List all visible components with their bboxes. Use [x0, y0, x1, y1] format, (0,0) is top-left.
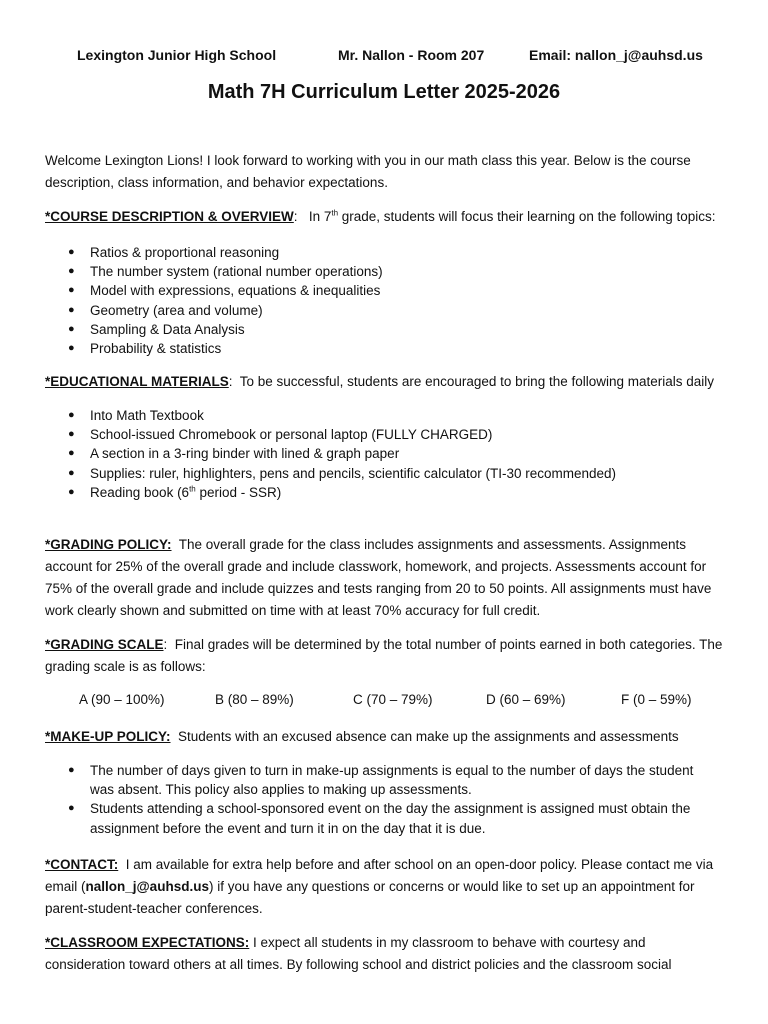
course-text-sup: th: [331, 208, 339, 218]
course-text-pre: In 7: [308, 209, 332, 224]
grade-f: F (0 – 59%): [621, 692, 692, 707]
grade-b: B (80 – 89%): [215, 692, 294, 707]
reading-post: period - SSR): [195, 484, 282, 500]
header-email: Email: nallon_j@auhsd.us: [529, 47, 703, 63]
contact-text-pre: I am available for extra help before and after school on an open-door policy. Please contact me via email (: [45, 857, 714, 894]
course-heading: *COURSE DESCRIPTION & OVERVIEW: [45, 209, 294, 224]
contact-email-link[interactable]: nallon_j@auhsd.us: [85, 879, 209, 894]
expectations-section: [45, 932, 725, 976]
list-item: ● Geometry (area and volume): [68, 301, 718, 320]
contact-section: [45, 854, 725, 920]
expectations-heading: *CLASSROOM EXPECTATIONS:: [45, 935, 250, 950]
makeup-list: [68, 761, 718, 838]
list-item: ● Probability & statistics: [68, 339, 718, 358]
list-item: ● Ratios & proportional reasoning: [68, 243, 718, 262]
grading-scale-section: *GRADING SCALE: Final grades will be determined by the total number of points earned in both categories. The grading scale is as follows:: [45, 637, 723, 674]
grading-policy-heading: *GRADING POLICY:: [45, 537, 172, 552]
list-item: ● The number system (rational number operations): [68, 262, 718, 281]
list-item: [68, 483, 718, 502]
expectations-text: I expect all students in my classroom to behave with courtesy and consideration toward others at all times. By following school and district policies and the classroom social: [45, 935, 672, 972]
page-title: Math 7H Curriculum Letter 2025-2026: [207, 81, 561, 103]
course-topics-list: [68, 243, 718, 358]
course-description: *COURSE DESCRIPTION & OVERVIEW: In 7th grade, students will focus their learning on the following topics:: [45, 208, 716, 224]
list-item: ● Into Math Textbook: [68, 406, 718, 425]
list-item: ● A section in a 3-ring binder with lined & graph paper: [68, 444, 718, 463]
makeup-heading: *MAKE-UP POLICY:: [45, 729, 171, 744]
contact-text-post: ) if you have any questions or concerns or would like to set up an appointment for parent-student-teacher conferences.: [45, 879, 695, 916]
materials-heading: *EDUCATIONAL MATERIALS: [45, 374, 229, 389]
list-item: ● Model with expressions, equations & inequalities: [68, 281, 718, 300]
list-item: ● Supplies: ruler, highlighters, pens and pencils, scientific calculator (TI-30 recommended): [68, 464, 718, 483]
reading-pre: Reading book (6: [90, 484, 190, 500]
intro-paragraph: Welcome Lexington Lions! I look forward to working with you in our math class this year. Below is the course description, class information, and behavior expectations.: [45, 153, 691, 190]
list-item: ● Sampling & Data Analysis: [68, 320, 718, 339]
course-text-post: grade, students will focus their learning on the following topics:: [338, 209, 716, 224]
grade-a: A (90 – 100%): [79, 692, 165, 707]
grading-policy-section: [45, 534, 725, 622]
reading-sup: th: [189, 484, 196, 494]
materials-text: To be successful, students are encouraged to bring the following materials daily: [239, 374, 715, 389]
list-item: ● The number of days given to turn in make-up assignments is equal to the number of days the student was absent. This policy also applies to making up assessments.: [68, 761, 718, 799]
grading-scale-heading: *GRADING SCALE: [45, 637, 164, 652]
materials-section: *EDUCATIONAL MATERIALS: To be successful, students are encouraged to bring the following materials daily: [45, 374, 715, 389]
makeup-text: Students with an excused absence can make up the assignments and assessments: [178, 729, 679, 744]
makeup-section: [45, 726, 725, 748]
header-school: Lexington Junior High School: [77, 47, 277, 63]
materials-list: [68, 406, 718, 502]
grading-policy-text: The overall grade for the class includes assignments and assessments. Assignments account for 25% of the overall grade and include classwork, homework, and projects. Assessments account for 75% of the overall grade and include quizzes and tests ranging from 20 to 50 points. All assignments must have work clearly shown and submitted on time with at least 70% accuracy for full credit.: [45, 537, 712, 618]
list-item: ● Students attending a school-sponsored event on the day the assignment is assigned must obtain the assignment before the event and turn it in on the day that it is due.: [68, 799, 718, 837]
grade-c: C (70 – 79%): [353, 692, 433, 707]
grade-d: D (60 – 69%): [486, 692, 566, 707]
header-teacher: Mr. Nallon - Room 207: [338, 47, 485, 63]
grading-scale-text: Final grades will be determined by the total number of points earned in both categories. The grading scale is as follows:: [45, 637, 723, 674]
contact-heading: *CONTACT:: [45, 857, 119, 872]
list-item: ● School-issued Chromebook or personal laptop (FULLY CHARGED): [68, 425, 718, 444]
